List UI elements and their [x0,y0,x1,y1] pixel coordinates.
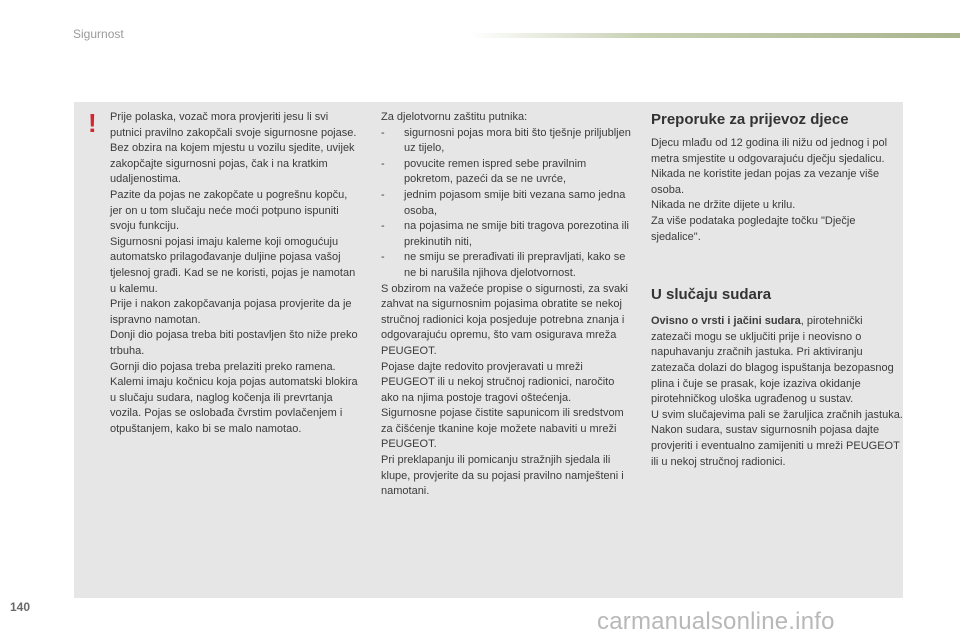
header-rule [470,33,960,38]
paragraph [651,314,903,408]
paragraph: Sigurnosne pojase čistite sapunicom ili sredstvom za čišćenje tkanine koje možete nabaviti u mreži PEUGEOT. [381,407,624,451]
paragraph: Pazite da pojas ne zakopčate u pogrešnu kopču, jer on u tom slučaju neće moći potpuno ispuniti svoju funkciju. [110,188,348,233]
paragraph: U svim slučajevima pali se žaruljica zračnih jastuka. [651,408,903,421]
paragraph: S obzirom na važeće propise o sigurnosti, za svaki zahvat na sigurnosnim pojasima obratite se nekoj stručnoj radionici koja posjeduje potrebna znanja i odgovarajuću opremu, što vam osigurava mreža PEUGEOT. [381,282,629,357]
paragraph: Gornji dio pojasa treba prelaziti preko ramena. [110,360,336,373]
paragraph: Nikada ne držite dijete u krilu. [651,199,796,212]
section-title: Sigurnost [73,27,124,41]
paragraph: Kalemi imaju kočnicu koja pojas automatski blokira u slučaju sudara, naglog kočenja ili prevrtanja vozila. Pojas se oslobađa čvrstim povlačenjem i otpuštanjem, kako bi se malo namotao. [110,376,358,435]
list-item [381,126,631,157]
heading-child-transport: Preporuke za prijevoz djece [651,111,849,128]
section-spacer [651,245,903,285]
list-item [381,157,631,188]
list-item-text: ne smiju se prerađivati ili prepravljati, kako se ne bi narušila njihova djelotvornost. [404,251,626,279]
paragraph: Sigurnosni pojasi imaju kaleme koji omogućuju automatsko prilagođavanje duljine pojasa vašoj tjelesnoj građi. Kad se ne koristi, pojas je namotan u kalemu. [110,235,356,295]
column-seatbelt-care [381,110,631,500]
bullet-dash: - [381,157,385,170]
page-number: 140 [10,600,31,614]
bold-lead: Ovisno o vrsti i jačini sudara [651,315,801,328]
paragraph: Pri preklapanju ili pomicanju stražnjih sjedala ili klupe, provjerite da su pojasi pravilno namješteni i namotani. [381,454,624,498]
paragraph: Prije i nakon zakopčavanja pojasa provjerite da je ispravno namotan. [110,298,352,326]
list-item [381,250,631,281]
paragraph: Bez obzira na kojem mjestu u vozilu sjedite, uvijek zakopčajte sigurnosni pojas, čak i na kratkim udaljenostima. [110,142,355,186]
paragraph: Nikada ne koristite jedan pojas za vezanje više osoba. [651,168,880,196]
column-seatbelt-warning [110,110,360,437]
watermark: carmanualsonline.info [597,608,835,635]
exclamation-warning-icon: ! [88,108,97,138]
bullet-dash: - [381,126,385,139]
paragraph: Pojase dajte redovito provjeravati u mreži PEUGEOT ili u nekoj stručnoj radionici, naročito ako na njima postoje tragovi oštećenja. [381,360,615,404]
bullet-dash: - [381,220,385,233]
paragraph: Djecu mlađu od 12 godina ili nižu od jednog i pol metra smjestite u odgovarajuću dječju sjedalicu. [651,137,888,165]
intro-text: Za djelotvornu zaštitu putnika: [381,111,528,123]
paragraph: Za više podataka pogledajte točku "Dječje sjedalice". [651,214,856,243]
list-item-text: jednim pojasom smije biti vezana samo jedna osoba, [404,188,626,217]
list-item-text: sigurnosni pojas mora biti što tješnje priljubljen uz tijelo, [404,126,631,155]
list-item [381,188,631,219]
paragraph: Prije polaska, vozač mora provjeriti jesu li svi putnici pravilno zakopčali svoje sigurnosne pojase. [110,111,357,139]
paragraph-rest: , pirotehnički zatezači mogu se uključiti prije i neovisno o napuhavanju zračnih jastuka. Pri aktiviranju zatezača dolazi do blagog ispuštanja bezopasnog plina i čuje se prasak, koje izaziva okidanje pirotehničkog uloška ugrađenog u sustav. [651,315,894,406]
paragraph: Nakon sudara, sustav sigurnosnih pojasa dajte provjeriti i eventualno zamijeniti u mreži PEUGEOT ili u nekoj stručnoj radionici. [651,424,900,468]
column-children-and-crash [651,110,903,470]
list-item-text: povucite remen ispred sebe pravilnim pokretom, pazeći da se ne uvrće, [404,157,587,186]
bullet-dash: - [381,251,385,264]
heading-in-case-of-crash: U slučaju sudara [651,286,772,304]
paragraph: Donji dio pojasa treba biti postavljen što niže preko trbuha. [110,329,358,357]
list-item-text: na pojasima ne smije biti tragova porezotina ili prekinutih niti, [404,220,630,248]
bullet-dash: - [381,188,385,201]
list-item [381,219,631,250]
